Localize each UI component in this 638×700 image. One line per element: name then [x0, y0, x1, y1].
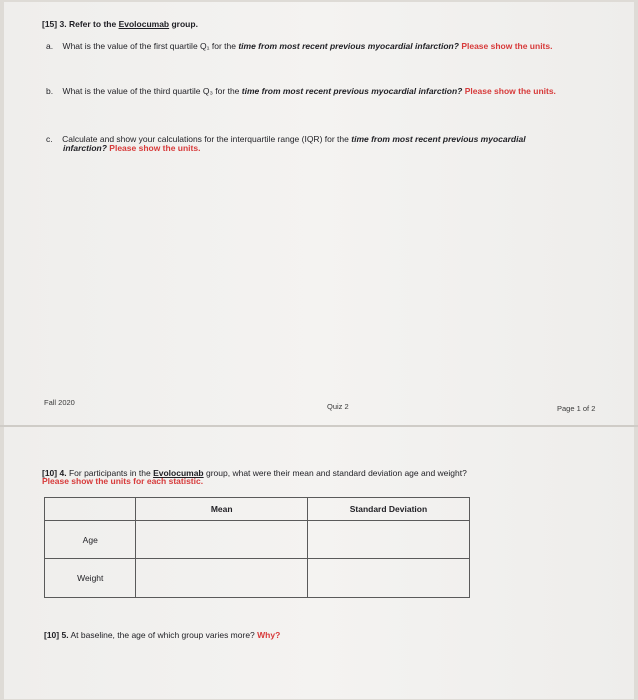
age-sd-answer-cell[interactable]	[307, 521, 469, 559]
weight-sd-answer-cell[interactable]	[307, 559, 469, 598]
question-3b: b. What is the value of the third quartile Q₃ for the time from most recent previous myocardial infarction? Please show the units.	[46, 86, 556, 96]
quiz-page-2	[4, 427, 634, 699]
question-5: [10] 5. At baseline, the age of which group varies more? Why?	[44, 630, 281, 640]
weight-mean-answer-cell[interactable]	[136, 559, 307, 598]
table-header-mean: Mean	[136, 498, 307, 521]
question-4-units: Please show the units for each statistic.	[42, 476, 204, 486]
question-3c-continued: infarction? Please show the units.	[63, 143, 201, 153]
table-row-label-weight: Weight	[45, 559, 136, 598]
table-header-sd: Standard Deviation	[307, 498, 469, 521]
drug-name: Evolocumab	[118, 19, 170, 29]
question-4: [10] 4. For participants in the Evolocumab group, what were their mean and standard deviation age and weight?	[42, 468, 467, 478]
mean-sd-table	[44, 497, 470, 598]
question-3-heading: [15] 3. Refer to the Evolocumab group.	[42, 19, 198, 29]
quiz-page-1	[4, 2, 634, 425]
table-corner-cell	[45, 498, 136, 521]
question-3a: a. What is the value of the first quartile Q₁ for the time from most recent previous myocardial infarction? Please show the units.	[46, 41, 553, 51]
footer-page-number: Page 1 of 2	[557, 404, 596, 413]
age-mean-answer-cell[interactable]	[136, 521, 307, 559]
drug-name: Evolocumab	[153, 468, 204, 478]
table-row-label-age: Age	[45, 521, 136, 559]
footer-quiz: Quiz 2	[327, 402, 349, 411]
footer-term: Fall 2020	[44, 398, 75, 407]
question-3c: c. Calculate and show your calculations for the interquartile range (IQR) for the time from most recent previous myocardial	[46, 134, 526, 144]
